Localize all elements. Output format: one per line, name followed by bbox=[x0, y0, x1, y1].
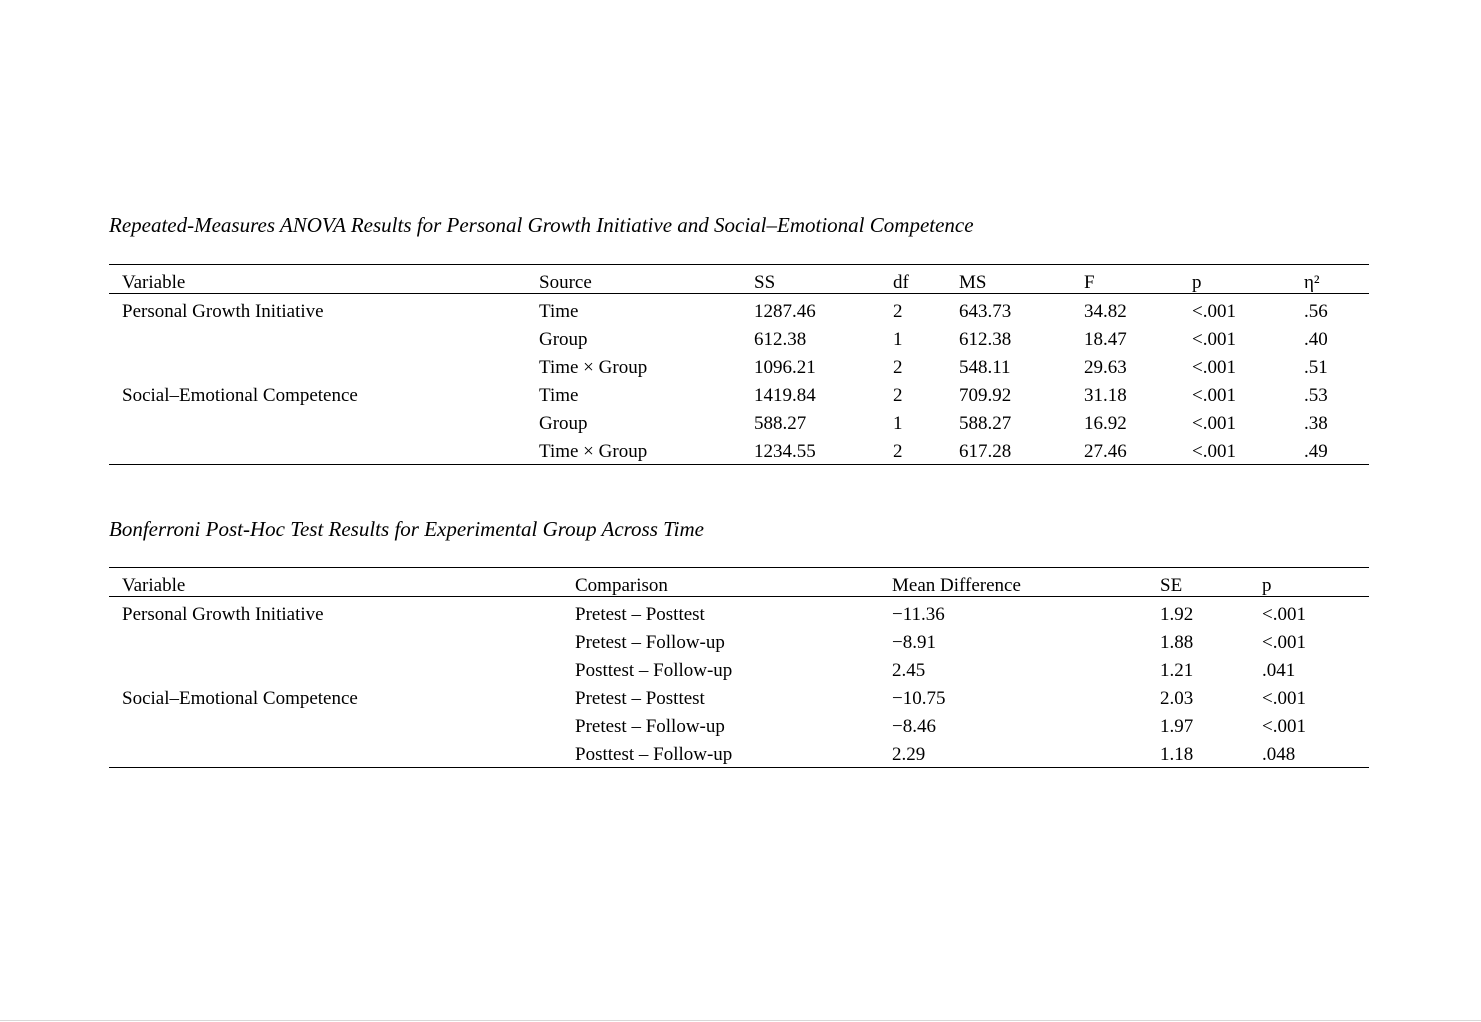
cell-ss: 1419.84 bbox=[754, 385, 816, 406]
cell-p: .041 bbox=[1262, 660, 1296, 681]
cell-p: <.001 bbox=[1192, 385, 1236, 406]
column-header-source: Source bbox=[539, 272, 592, 293]
cell-source: Time × Group bbox=[539, 357, 648, 378]
cell-ss: 1234.55 bbox=[754, 441, 816, 462]
cell-eta-squared: .49 bbox=[1304, 441, 1328, 462]
column-header-variable: Variable bbox=[122, 575, 186, 596]
table-row bbox=[109, 434, 1369, 462]
table-header-row bbox=[109, 568, 1369, 597]
cell-se: 2.03 bbox=[1160, 688, 1194, 709]
cell-p: <.001 bbox=[1262, 688, 1306, 709]
cell-df: 1 bbox=[893, 413, 903, 434]
cell-source: Group bbox=[539, 413, 588, 434]
cell-mean-difference: 2.45 bbox=[892, 660, 926, 681]
cell-mean-difference: −8.46 bbox=[892, 716, 936, 737]
cell-ms: 612.38 bbox=[959, 329, 1012, 350]
cell-eta-squared: .38 bbox=[1304, 413, 1328, 434]
cell-df: 1 bbox=[893, 329, 903, 350]
cell-variable: Social–Emotional Competence bbox=[122, 385, 358, 406]
cell-p: <.001 bbox=[1192, 413, 1236, 434]
table-row bbox=[109, 406, 1369, 434]
column-header-p: p bbox=[1262, 575, 1272, 596]
cell-p: <.001 bbox=[1192, 301, 1236, 322]
cell-source: Time bbox=[539, 385, 579, 406]
cell-comparison: Pretest – Posttest bbox=[575, 688, 705, 709]
cell-p: <.001 bbox=[1262, 604, 1306, 625]
cell-ss: 1287.46 bbox=[754, 301, 816, 322]
posthoc-table-title: Bonferroni Post-Hoc Test Results for Experimental Group Across Time bbox=[109, 517, 704, 541]
cell-comparison: Posttest – Follow-up bbox=[575, 660, 733, 681]
table-row bbox=[109, 322, 1369, 350]
cell-se: 1.18 bbox=[1160, 744, 1194, 765]
cell-p: <.001 bbox=[1262, 716, 1306, 737]
cell-se: 1.21 bbox=[1160, 660, 1194, 681]
cell-ss: 612.38 bbox=[754, 329, 807, 350]
page-bottom-divider bbox=[0, 1020, 1481, 1021]
cell-df: 2 bbox=[893, 441, 903, 462]
cell-ms: 548.11 bbox=[959, 357, 1011, 378]
cell-mean-difference: −11.36 bbox=[892, 604, 945, 625]
cell-variable: Social–Emotional Competence bbox=[122, 688, 358, 709]
cell-mean-difference: −10.75 bbox=[892, 688, 946, 709]
cell-ss: 588.27 bbox=[754, 413, 807, 434]
cell-f: 18.47 bbox=[1084, 329, 1127, 350]
column-header-df: df bbox=[893, 272, 909, 293]
cell-ss: 1096.21 bbox=[754, 357, 816, 378]
cell-eta-squared: .56 bbox=[1304, 301, 1328, 322]
cell-variable: Personal Growth Initiative bbox=[122, 604, 324, 625]
cell-df: 2 bbox=[893, 357, 903, 378]
cell-variable: Personal Growth Initiative bbox=[122, 301, 324, 322]
cell-df: 2 bbox=[893, 385, 903, 406]
cell-eta-squared: .51 bbox=[1304, 357, 1328, 378]
cell-f: 29.63 bbox=[1084, 357, 1127, 378]
table-row bbox=[109, 625, 1369, 653]
table-header-row bbox=[109, 265, 1369, 294]
cell-source: Group bbox=[539, 329, 588, 350]
cell-ms: 588.27 bbox=[959, 413, 1012, 434]
cell-source: Time bbox=[539, 301, 579, 322]
cell-p: .048 bbox=[1262, 744, 1296, 765]
cell-ms: 617.28 bbox=[959, 441, 1012, 462]
column-header-ms: MS bbox=[959, 272, 987, 293]
cell-comparison: Pretest – Follow-up bbox=[575, 632, 725, 653]
column-header-p: p bbox=[1192, 272, 1202, 293]
table-row bbox=[109, 737, 1369, 765]
column-header-se: SE bbox=[1160, 575, 1183, 596]
anova-table bbox=[109, 264, 1369, 465]
cell-se: 1.97 bbox=[1160, 716, 1194, 737]
cell-df: 2 bbox=[893, 301, 903, 322]
cell-f: 34.82 bbox=[1084, 301, 1127, 322]
cell-eta-squared: .40 bbox=[1304, 329, 1328, 350]
cell-p: <.001 bbox=[1192, 357, 1236, 378]
cell-mean-difference: 2.29 bbox=[892, 744, 926, 765]
cell-se: 1.88 bbox=[1160, 632, 1194, 653]
posthoc-table bbox=[109, 567, 1369, 768]
cell-comparison: Pretest – Posttest bbox=[575, 604, 705, 625]
cell-p: <.001 bbox=[1192, 329, 1236, 350]
table-row bbox=[109, 709, 1369, 737]
column-header-variable: Variable bbox=[122, 272, 186, 293]
cell-ms: 643.73 bbox=[959, 301, 1012, 322]
table-row bbox=[109, 597, 1369, 625]
cell-se: 1.92 bbox=[1160, 604, 1194, 625]
column-header-f: F bbox=[1084, 272, 1095, 293]
cell-f: 27.46 bbox=[1084, 441, 1127, 462]
cell-eta-squared: .53 bbox=[1304, 385, 1328, 406]
cell-p: <.001 bbox=[1192, 441, 1236, 462]
cell-f: 31.18 bbox=[1084, 385, 1127, 406]
table-row bbox=[109, 294, 1369, 322]
table-row bbox=[109, 681, 1369, 709]
column-header-ss: SS bbox=[754, 272, 776, 293]
cell-p: <.001 bbox=[1262, 632, 1306, 653]
table-row bbox=[109, 350, 1369, 378]
cell-comparison: Pretest – Follow-up bbox=[575, 716, 725, 737]
cell-mean-difference: −8.91 bbox=[892, 632, 936, 653]
column-header-comparison: Comparison bbox=[575, 575, 668, 596]
cell-comparison: Posttest – Follow-up bbox=[575, 744, 733, 765]
table-row bbox=[109, 653, 1369, 681]
cell-ms: 709.92 bbox=[959, 385, 1012, 406]
cell-f: 16.92 bbox=[1084, 413, 1127, 434]
column-header-mean-difference: Mean Difference bbox=[892, 575, 1021, 596]
column-header-eta-squared: η² bbox=[1304, 272, 1320, 293]
anova-table-title: Repeated-Measures ANOVA Results for Personal Growth Initiative and Social–Emotional Competence bbox=[109, 213, 974, 237]
table-row bbox=[109, 378, 1369, 406]
cell-source: Time × Group bbox=[539, 441, 648, 462]
